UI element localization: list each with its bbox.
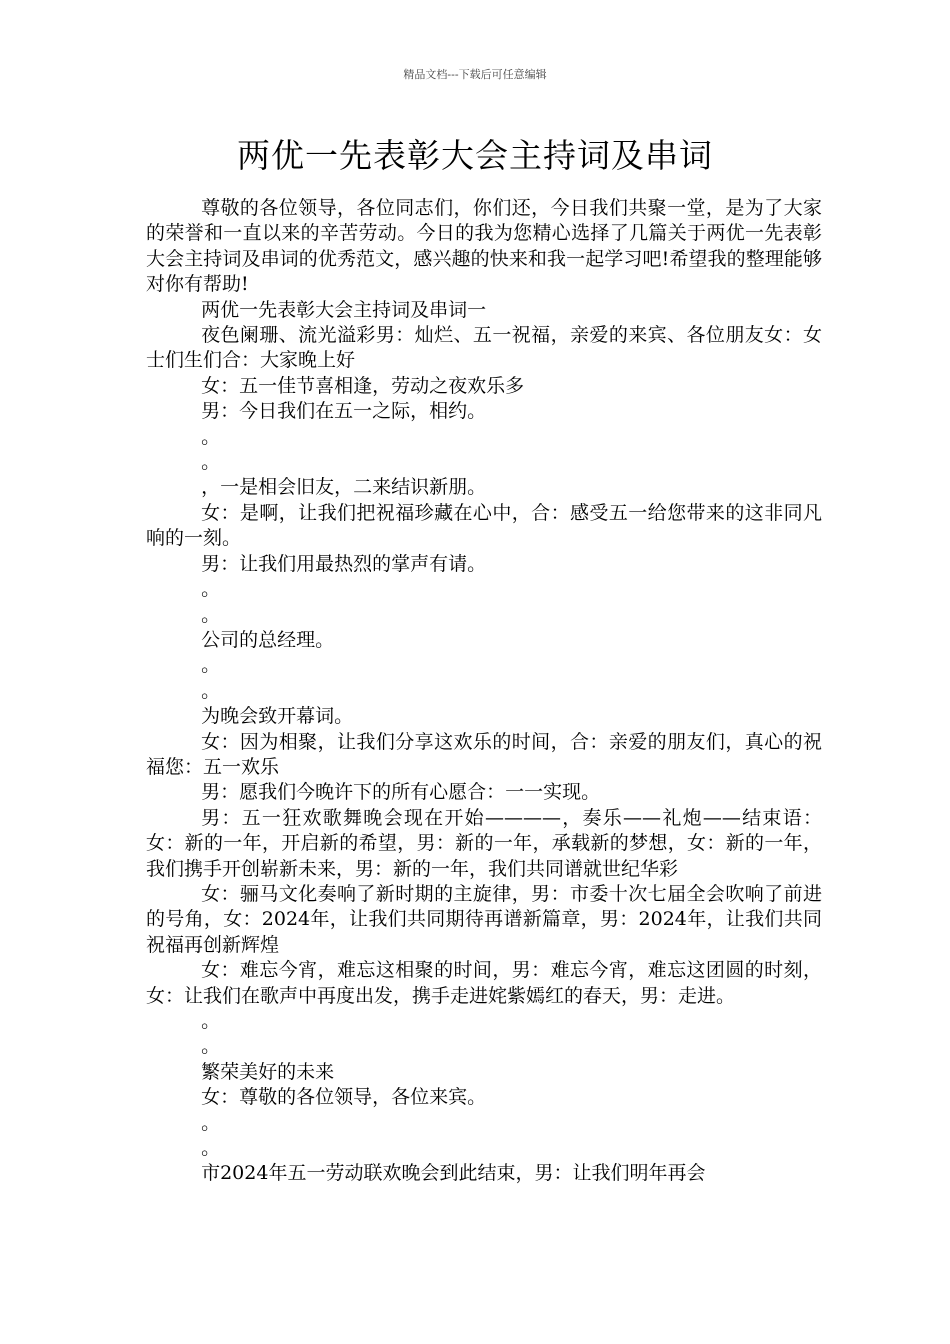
paragraph: 女：难忘今宵，难忘这相聚的时间，男：难忘今宵，难忘这团圆的时刻，女：让我们在歌声中再度出发，携手走进姹紫嫣红的春天，男：走进。 [146,959,822,1007]
paragraph: 女：五一佳节喜相逢，劳动之夜欢乐多 [201,374,525,397]
paragraph: 。 [201,1111,221,1134]
paragraph: 男：愿我们今晚许下的所有心愿合：一一实现。 [201,781,601,804]
paragraph: 为晚会致开幕词。 [201,705,354,728]
paragraph: 。 [201,654,221,677]
document-body [146,196,822,1187]
paragraph: 。 [201,451,221,474]
paragraph: 男：让我们用最热烈的掌声有请。 [201,552,487,575]
paragraph: 公司的总经理。 [201,628,335,651]
paragraph: 男：五一狂欢歌舞晚会现在开始————，奏乐——礼炮——结束语：女：新的一年，开启新的希望，男：新的一年，承载新的梦想，女：新的一年，我们携手开创崭新未来，男：新的一年，我们共同谱就世纪华彩 [146,806,822,880]
paragraph: 繁荣美好的未来 [201,1060,335,1083]
paragraph: 女：尊敬的各位领导，各位来宾。 [201,1086,487,1109]
paragraph: 。 [201,1035,221,1058]
paragraph: 。 [201,1137,221,1160]
paragraph: 夜色阑珊、流光溢彩男：灿烂、五一祝福，亲爱的来宾、各位朋友女：女士们生们合：大家晚上好 [146,324,822,372]
paragraph: 。 [201,603,221,626]
paragraph: 女：骊马文化奏响了新时期的主旋律，男：市委十次七届全会吹响了前进的号角，女：2024年，让我们共同期待再谱新篇章，男：2024年，让我们共同祝福再创新辉煌 [146,882,822,956]
paragraph: 市2024年五一劳动联欢晚会到此结束，男：让我们明年再会 [201,1162,706,1185]
paragraph: 。 [201,578,221,601]
paragraph: ，一是相会旧友，二来结识新朋。 [201,476,487,499]
paragraph: 两优一先表彰大会主持词及串词一 [201,298,487,321]
paragraph: 尊敬的各位领导，各位同志们，你们还，今日我们共聚一堂，是为了大家的荣誉和一直以来的辛苦劳动。今日的我为您精心选择了几篇关于两优一先表彰大会主持词及串词的优秀范文，感兴趣的快来和我一起学习吧!希望我的整理能够对你有帮助! [146,197,822,296]
paragraph: 。 [201,425,221,448]
paragraph: 女：因为相聚，让我们分享这欢乐的时间，合：亲爱的朋友们，真心的祝福您：五一欢乐 [146,730,822,778]
page-header-note: 精品文档---下载后可任意编辑 [403,68,547,81]
paragraph: 女：是啊，让我们把祝福珍藏在心中，合：感受五一给您带来的这非同凡响的一刻。 [146,501,822,550]
paragraph: 。 [201,679,221,702]
document-title: 两优一先表彰大会主持词及串词 [237,136,713,175]
paragraph: 。 [201,1010,221,1032]
paragraph: 男：今日我们在五一之际，相约。 [201,400,487,423]
